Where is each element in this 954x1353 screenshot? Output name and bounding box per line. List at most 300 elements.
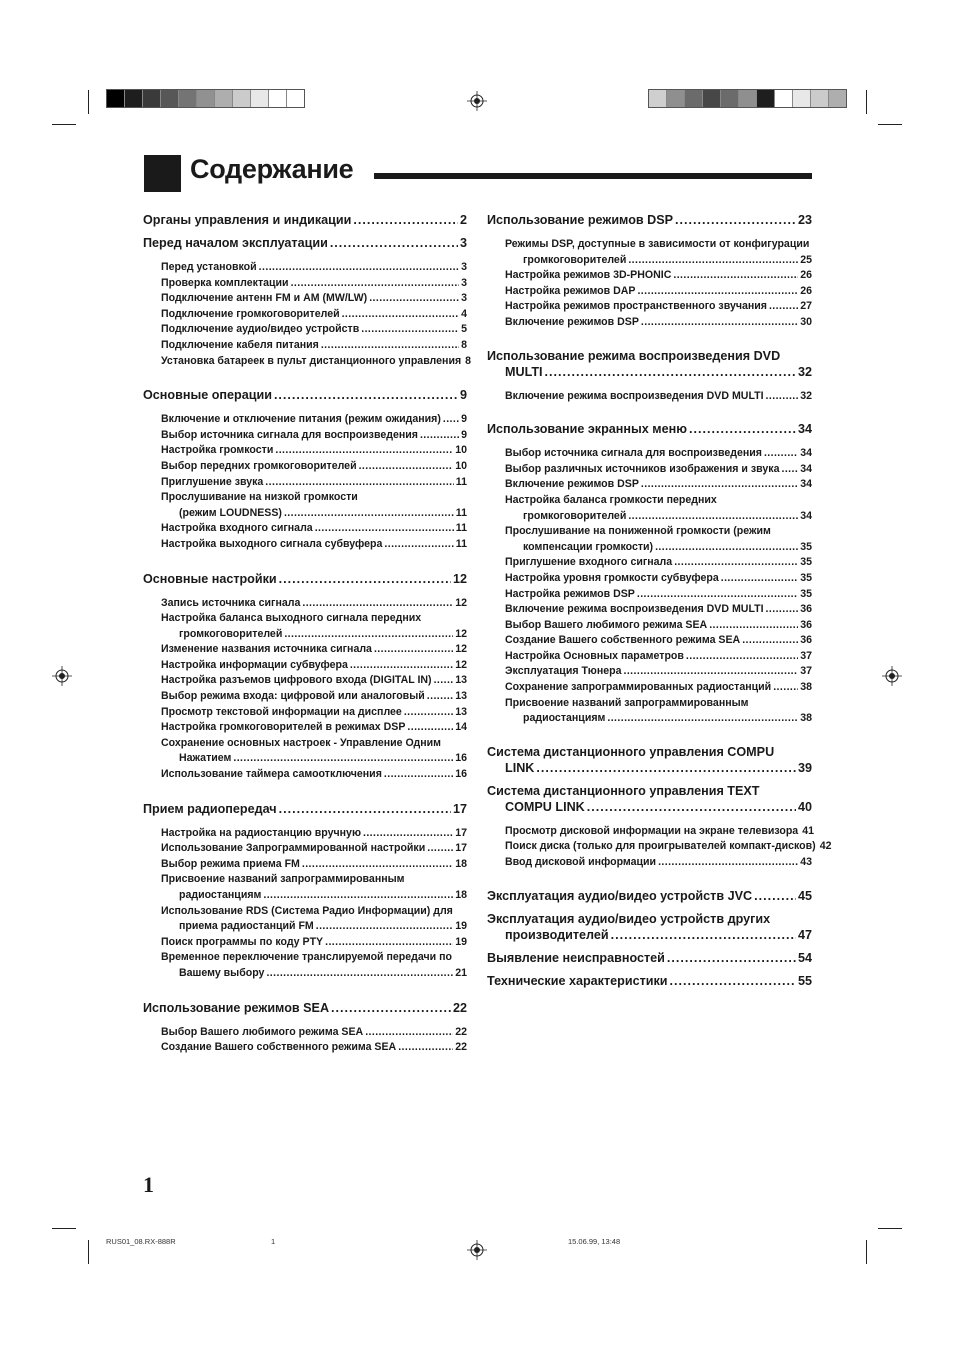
entry-page-number: 19 — [455, 920, 467, 933]
entry-text: Настройка громкоговорителей в режимах DSP — [161, 721, 406, 734]
dot-leader — [331, 1000, 451, 1016]
chapter-title-line — [143, 801, 467, 817]
color-swatch — [649, 90, 667, 107]
toc-chapter — [487, 421, 812, 727]
crop-mark — [88, 1240, 89, 1264]
dot-leader — [781, 462, 798, 478]
entry-line — [161, 322, 467, 338]
chapter-title-line — [487, 421, 812, 437]
toc-chapter — [487, 348, 812, 405]
toc-entry — [161, 841, 467, 857]
dot-leader — [350, 658, 453, 674]
entry-page-number: 37 — [800, 649, 812, 662]
toc-entry — [161, 354, 472, 370]
registration-mark-icon — [467, 91, 487, 111]
entry-line — [161, 935, 467, 951]
entry-page-number: 30 — [800, 315, 812, 328]
entry-page-number: 16 — [455, 768, 467, 781]
entry-line — [161, 354, 472, 370]
chapter-page-number: 40 — [797, 799, 812, 814]
dot-leader — [641, 315, 798, 331]
toc-chapter — [487, 973, 812, 989]
entry-line — [161, 720, 467, 736]
chapter-title-line — [487, 799, 812, 815]
title-marker-block — [144, 155, 181, 192]
dot-leader — [769, 299, 798, 315]
dot-leader — [265, 475, 454, 491]
entry-page-number: 10 — [455, 459, 467, 472]
toc-entry — [161, 276, 467, 292]
toc-entry — [505, 237, 812, 268]
toc-chapter — [143, 235, 472, 369]
toc-entry — [161, 260, 467, 276]
entry-text: Поиск программы по коду PTY — [161, 935, 324, 948]
entry-page-number: 11 — [455, 522, 467, 535]
toc-entry — [505, 477, 812, 493]
entry-page-number: 17 — [455, 826, 467, 839]
chapter-title: Использование режимов DSP — [487, 213, 674, 227]
dot-leader — [674, 555, 798, 571]
entry-page-number: 16 — [455, 752, 467, 765]
entry-text-continued: приема радиостанций FM — [179, 920, 314, 933]
color-swatch — [775, 90, 793, 107]
toc-entry — [505, 649, 812, 665]
toc-entry — [505, 696, 812, 727]
toc-entry — [161, 291, 467, 307]
toc-entry — [161, 596, 467, 612]
dot-leader — [686, 649, 798, 665]
toc-entry — [161, 642, 467, 658]
entry-page-number: 42 — [819, 840, 832, 853]
toc-entry — [161, 1025, 467, 1041]
entry-text: Выбор режима приема FM — [161, 857, 300, 870]
dot-leader — [658, 855, 798, 871]
toc-chapter — [487, 950, 812, 966]
chapter-title-line — [487, 888, 812, 904]
entry-page-number: 43 — [800, 856, 812, 869]
entry-page-number: 38 — [800, 712, 812, 725]
dot-leader — [607, 711, 798, 727]
dot-leader — [330, 235, 458, 251]
entry-page-number: 25 — [800, 253, 812, 266]
dot-leader — [363, 826, 453, 842]
entry-text: Использование RDS (Система Радио Информации) для — [161, 904, 453, 917]
toc-entry — [505, 524, 812, 555]
chapter-title: Использование режимов SEA — [143, 1000, 330, 1015]
dot-leader — [641, 477, 798, 493]
chapter-title-line — [487, 760, 812, 776]
entry-page-number: 22 — [455, 1041, 467, 1054]
entry-page-number: 34 — [800, 462, 812, 475]
color-swatch — [143, 90, 161, 107]
entry-page-number: 12 — [455, 643, 467, 656]
entry-text: Выбор Вашего любимого режима SEA — [161, 1025, 364, 1038]
color-swatch — [179, 90, 197, 107]
entry-line — [505, 446, 812, 462]
entry-text: Подключение антенн FM и AM (MW/LW) — [161, 292, 368, 305]
entry-text: Присвоение названий запрограммированным — [161, 873, 405, 886]
entry-text-continued: громкоговорителей — [523, 253, 627, 266]
entry-page-number: 41 — [802, 824, 814, 837]
entry-page-number: 35 — [800, 571, 812, 584]
chapter-title: Перед началом эксплуатации — [143, 236, 328, 250]
entry-line — [505, 237, 812, 253]
color-swatch — [793, 90, 811, 107]
dot-leader — [359, 459, 454, 475]
dot-leader — [742, 633, 798, 649]
entry-text: Присвоение названий запрограммированным — [505, 696, 749, 709]
dot-leader — [427, 841, 453, 857]
color-swatch — [215, 90, 233, 107]
color-swatch — [829, 90, 846, 107]
entry-line — [161, 826, 467, 842]
entry-text: Приглушение входного сигнала — [505, 556, 673, 569]
dot-leader — [545, 364, 796, 380]
entry-text: Выбор Вашего любимого режима SEA — [505, 618, 708, 631]
chapter-page-number: 9 — [459, 388, 467, 403]
dot-leader — [361, 322, 459, 338]
entry-line — [161, 857, 467, 873]
entry-text: Сохранение основных настроек - Управление Одним — [161, 736, 441, 749]
toc-entry — [505, 618, 812, 634]
entry-page-number: 8 — [465, 354, 472, 367]
toc-entry-list — [161, 412, 467, 552]
entry-line — [161, 767, 467, 783]
entry-text: Прослушивание на низкой громкости — [161, 491, 358, 504]
toc-entry — [505, 493, 812, 524]
toc-entry — [505, 664, 812, 680]
toc-entry — [161, 857, 467, 873]
entry-page-number: 13 — [455, 705, 467, 718]
chapter-page-number: 3 — [459, 236, 467, 250]
dot-leader — [443, 412, 459, 428]
dot-leader — [266, 966, 453, 982]
chapter-title-line — [487, 927, 812, 943]
dot-leader — [434, 673, 454, 689]
chapter-title-line — [143, 571, 467, 587]
entry-page-number: 3 — [461, 276, 467, 289]
entry-text: Настройка выходного сигнала субвуфера — [161, 537, 383, 550]
chapter-title-continued: производителей — [505, 927, 609, 942]
registration-mark-icon — [52, 666, 72, 686]
entry-line — [161, 506, 467, 522]
toc-entry — [161, 767, 467, 783]
toc-entry — [161, 904, 467, 935]
entry-page-number: 35 — [800, 587, 812, 600]
chapter-title: Система дистанционного управления TEXT — [487, 783, 760, 798]
entry-line — [161, 521, 467, 537]
entry-line — [161, 872, 467, 888]
toc-chapter — [143, 571, 467, 783]
entry-text-continued: громкоговорителей — [523, 509, 627, 522]
entry-text: Установка батареек в пульт дистанционного управления — [161, 354, 462, 367]
toc-entry — [161, 521, 467, 537]
entry-page-number: 35 — [800, 556, 812, 569]
crop-mark — [52, 124, 76, 125]
entry-line — [505, 855, 812, 871]
chapter-title-line — [143, 235, 467, 251]
color-swatch — [269, 90, 287, 107]
toc-entry-list — [161, 1025, 467, 1056]
entry-page-number: 34 — [800, 447, 812, 460]
dot-leader — [398, 1040, 453, 1056]
entry-line — [161, 338, 467, 354]
toc-entry — [161, 950, 467, 981]
chapter-title: Основные настройки — [143, 571, 277, 586]
entry-page-number: 11 — [455, 475, 467, 488]
dot-leader — [754, 888, 796, 904]
entry-text: Настройка уровня громкости субвуфера — [505, 571, 719, 584]
chapter-page-number: 54 — [797, 950, 812, 965]
chapter-page-number: 22 — [452, 1000, 467, 1015]
toc-entry — [161, 412, 467, 428]
chapter-page-number: 39 — [797, 760, 812, 775]
dot-leader — [302, 857, 453, 873]
color-calibration-strip-right — [648, 89, 847, 108]
crop-mark — [88, 90, 89, 114]
entry-text: Включение режимов DSP — [505, 315, 639, 328]
entry-text: Настройка баланса выходного сигнала передних — [161, 612, 422, 625]
entry-line — [505, 824, 812, 840]
entry-line — [505, 389, 812, 405]
entry-line — [505, 315, 812, 331]
chapter-title-line — [487, 364, 812, 380]
dot-leader — [766, 602, 799, 618]
entry-line — [505, 664, 812, 680]
entry-text: Временное переключение транслируемой передачи по — [161, 951, 452, 964]
entry-text: Настройка режимов 3D-PHONIC — [505, 269, 672, 282]
toc-entry — [161, 428, 467, 444]
chapter-title: Выявление неисправностей — [487, 950, 665, 965]
toc-entry — [161, 826, 467, 842]
entry-page-number: 27 — [800, 300, 812, 313]
dot-leader — [259, 260, 459, 276]
entry-text: Настройка входного сигнала — [161, 522, 313, 535]
title-rule — [374, 173, 812, 179]
dot-leader — [637, 587, 798, 603]
entry-text: Включение режима воспроизведения DVD MULTI — [505, 603, 764, 616]
entry-line — [505, 618, 812, 634]
color-swatch — [811, 90, 829, 107]
chapter-title: Органы управления и индикации — [143, 213, 352, 227]
entry-line — [505, 571, 812, 587]
chapter-title-line — [487, 911, 812, 927]
entry-line — [505, 462, 812, 478]
color-swatch — [197, 90, 215, 107]
entry-text: Режимы DSP, доступные в зависимости от конфигурации — [505, 238, 810, 250]
dot-leader — [637, 284, 798, 300]
entry-text: Настройка Основных параметров — [505, 649, 684, 662]
toc-entry — [161, 322, 467, 338]
entry-page-number: 26 — [800, 269, 812, 282]
toc-entry — [505, 633, 812, 649]
dot-leader — [427, 689, 453, 705]
dot-leader — [407, 720, 453, 736]
dot-leader — [673, 268, 798, 284]
entry-line — [161, 642, 467, 658]
toc-entry-list — [505, 237, 812, 331]
dot-leader — [275, 443, 453, 459]
toc-chapter — [143, 212, 467, 228]
entry-line — [161, 1040, 467, 1056]
dot-leader — [325, 935, 453, 951]
entry-line — [505, 253, 812, 269]
entry-text-continued: громкоговорителей — [179, 627, 283, 640]
toc-entry — [161, 705, 467, 721]
chapter-page-number: 45 — [797, 888, 812, 903]
entry-line — [161, 966, 467, 982]
entry-page-number: 4 — [461, 307, 467, 320]
chapter-title: Эксплуатация аудио/видео устройств JVC — [487, 888, 753, 903]
entry-line — [161, 751, 467, 767]
color-swatch — [721, 90, 739, 107]
entry-line — [161, 611, 467, 627]
entry-page-number: 36 — [800, 618, 812, 631]
chapter-page-number: 55 — [797, 973, 812, 988]
entry-page-number: 10 — [455, 444, 467, 457]
entry-page-number: 8 — [461, 338, 467, 351]
entry-line — [505, 540, 812, 556]
entry-text: Использование таймера самоотключения — [161, 768, 382, 781]
entry-line — [161, 596, 467, 612]
entry-page-number: 36 — [800, 603, 812, 616]
chapter-title-line — [487, 744, 812, 760]
toc-entry — [505, 587, 812, 603]
entry-text-continued: Нажатием — [179, 752, 232, 765]
entry-line — [505, 299, 812, 315]
toc-chapter — [487, 212, 812, 331]
dot-leader — [404, 705, 453, 721]
toc-entry — [505, 462, 812, 478]
dot-leader — [315, 521, 454, 537]
entry-page-number: 5 — [461, 323, 467, 336]
entry-line — [161, 658, 467, 674]
entry-line — [505, 524, 812, 540]
dot-leader — [587, 799, 796, 815]
entry-page-number: 12 — [455, 596, 467, 609]
entry-page-number: 21 — [455, 966, 467, 979]
chapter-page-number: 12 — [452, 571, 467, 586]
chapter-page-number: 34 — [797, 422, 812, 437]
toc-entry — [505, 284, 812, 300]
chapter-title-line — [143, 1000, 467, 1016]
toc-entry — [161, 720, 467, 736]
entry-text: Выбор источника сигнала для воспроизведения — [505, 447, 762, 460]
chapter-title: Система дистанционного управления COMPU — [487, 744, 775, 759]
registration-mark-icon — [467, 1240, 487, 1260]
chapter-title-line — [487, 348, 812, 364]
color-calibration-strip-left — [106, 89, 305, 108]
chapter-title-line — [487, 950, 812, 966]
toc-chapter — [487, 783, 832, 871]
entry-line — [161, 888, 467, 904]
color-swatch — [757, 90, 775, 107]
entry-text: Настройка режимов пространственного звучания — [505, 300, 767, 313]
toc-entry — [505, 839, 832, 855]
dot-leader — [321, 338, 459, 354]
toc-entry — [161, 443, 467, 459]
chapter-title-line — [487, 212, 812, 228]
entry-text: Проверка комплектации — [161, 276, 289, 289]
footer-file: RUS01_08.RX-888R — [106, 1237, 176, 1246]
toc-entry — [161, 475, 467, 491]
entry-text: Настройка на радиостанцию вручную — [161, 826, 361, 839]
entry-line — [161, 841, 467, 857]
entry-text: Изменение названия источника сигнала — [161, 643, 372, 656]
chapter-title: Использование режима воспроизведения DVD — [487, 348, 781, 363]
toc-entry — [505, 389, 812, 405]
chapter-title-line — [487, 973, 812, 989]
toc-entry — [505, 571, 812, 587]
entry-line — [161, 689, 467, 705]
toc-entry — [505, 680, 812, 696]
color-swatch — [739, 90, 757, 107]
dot-leader — [773, 680, 798, 696]
toc-entry — [505, 446, 812, 462]
dot-leader — [384, 767, 453, 783]
toc-entry — [505, 299, 812, 315]
entry-page-number: 11 — [455, 506, 467, 519]
entry-text: Выбор источника сигнала для воспроизведения — [161, 428, 418, 441]
entry-line — [505, 477, 812, 493]
toc-entry — [505, 268, 812, 284]
entry-page-number: 14 — [455, 721, 467, 734]
entry-line — [161, 673, 467, 689]
color-swatch — [685, 90, 703, 107]
entry-line — [505, 602, 812, 618]
toc-entry — [161, 689, 467, 705]
entry-text: Включение режимов DSP — [505, 478, 639, 491]
entry-line — [505, 268, 812, 284]
dot-leader — [670, 973, 796, 989]
entry-page-number: 37 — [800, 665, 812, 678]
entry-line — [161, 705, 467, 721]
color-swatch — [107, 90, 125, 107]
chapter-title-continued: COMPU LINK — [505, 799, 585, 814]
toc-entry — [161, 872, 467, 903]
color-swatch — [233, 90, 251, 107]
entry-text: Подключение аудио/видео устройств — [161, 323, 360, 336]
entry-text: Настройка баланса громкости передних — [505, 493, 717, 506]
entry-text: Настройка режимов DAP — [505, 284, 636, 297]
toc-entry-list — [505, 389, 812, 405]
entry-text: Перед установкой — [161, 261, 257, 273]
toc-entry — [161, 658, 467, 674]
page-title: Содержание — [190, 154, 354, 184]
entry-text: Подключение громкоговорителей — [161, 307, 340, 320]
dot-leader — [611, 927, 796, 943]
entry-line — [161, 412, 467, 428]
crop-mark — [878, 124, 902, 125]
entry-page-number: 22 — [455, 1025, 467, 1038]
entry-text-continued: радиостанциям — [523, 712, 606, 725]
chapter-title-continued: MULTI — [505, 364, 543, 379]
chapter-title: Прием радиопередач — [143, 801, 277, 816]
entry-text: Сохранение запрограммированных радиостанций — [505, 681, 772, 694]
entry-text: Просмотр текстовой информации на дисплее — [161, 705, 402, 718]
footer-page: 1 — [271, 1237, 276, 1246]
entry-text: Создание Вашего собственного режима SEA — [161, 1041, 397, 1054]
entry-text: Приглушение звука — [161, 475, 264, 488]
entry-line — [505, 696, 812, 712]
dot-leader — [353, 212, 458, 228]
chapter-page-number: 23 — [797, 213, 812, 227]
toc-entry-list — [161, 826, 467, 982]
entry-text: Прослушивание на пониженной громкости (режим — [505, 525, 771, 538]
entry-line — [505, 555, 812, 571]
entry-page-number: 13 — [455, 690, 467, 703]
registration-mark-icon — [882, 666, 902, 686]
